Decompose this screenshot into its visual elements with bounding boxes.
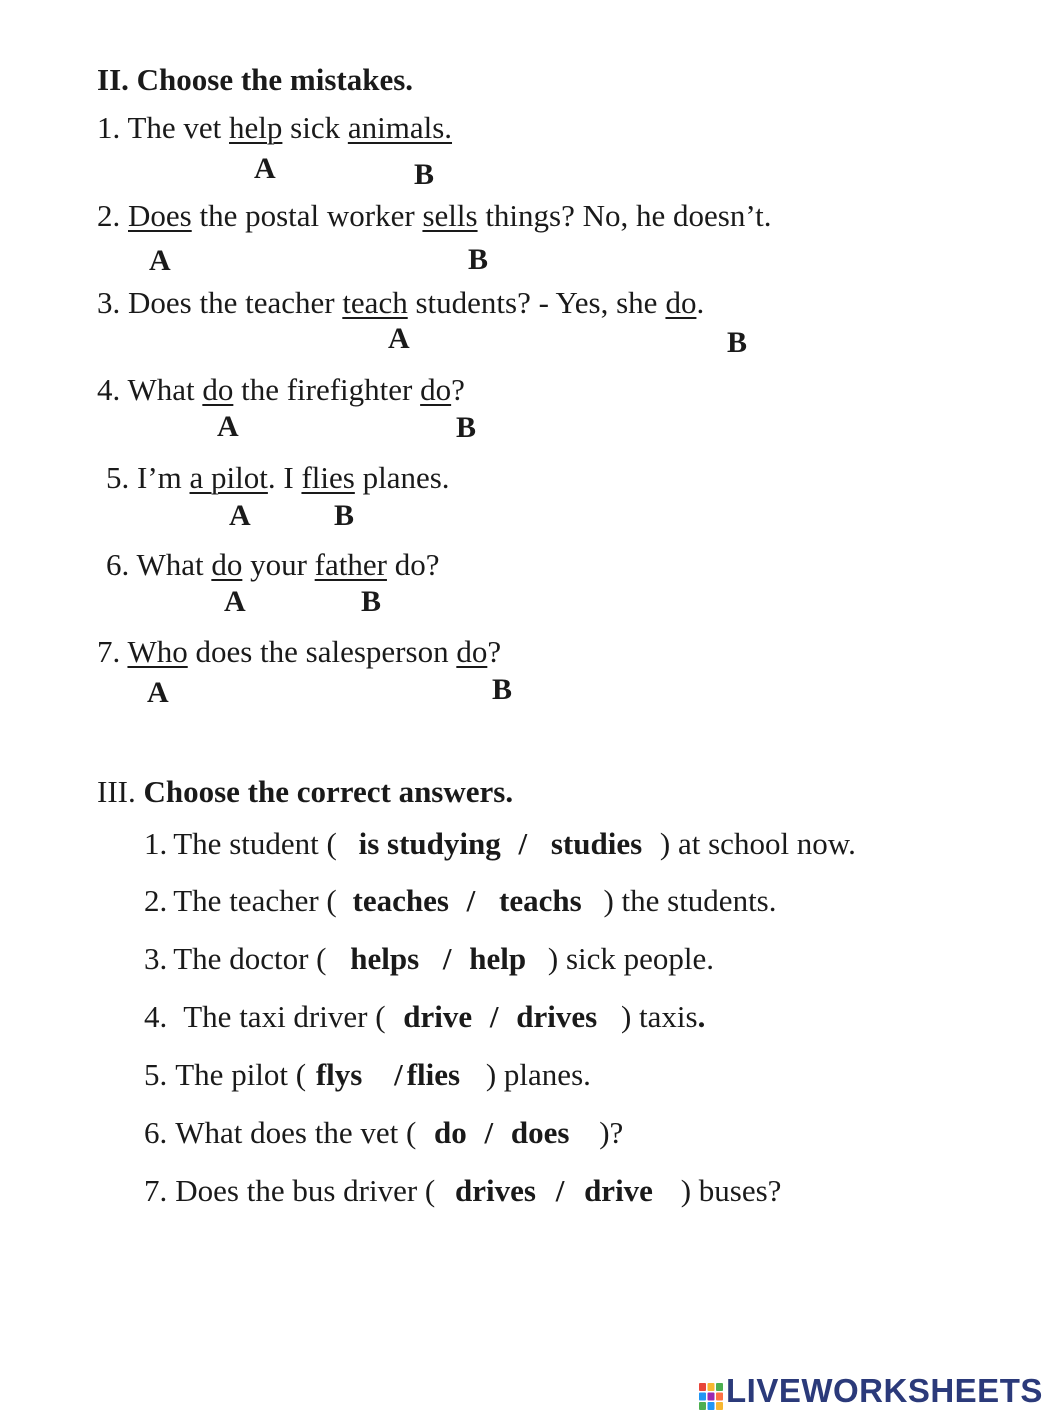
label-a: A: [147, 676, 169, 709]
option-b[interactable]: animals.: [347, 110, 453, 145]
label-a: A: [254, 152, 276, 185]
label-a: A: [388, 322, 410, 355]
option-a[interactable]: Does: [128, 198, 192, 233]
liveworksheets-logo[interactable]: [698, 1372, 1043, 1416]
choice-option[interactable]: drive: [403, 999, 473, 1034]
option-b[interactable]: sells: [422, 198, 478, 233]
label-a: A: [149, 244, 171, 277]
choice-option[interactable]: drive: [584, 1173, 653, 1208]
label-b: B: [727, 326, 748, 359]
question-number: 1.: [97, 110, 121, 145]
logo-icon: [698, 1381, 724, 1416]
section-2-title: II. Choose the mistakes.: [97, 62, 414, 97]
choice-option[interactable]: flies: [406, 1057, 461, 1092]
option-a[interactable]: do: [202, 372, 234, 407]
label-b: B: [414, 158, 435, 191]
label-b: B: [492, 673, 513, 706]
label-b: B: [334, 499, 355, 532]
choice-option[interactable]: studies: [550, 826, 643, 861]
choice-option[interactable]: teaches: [352, 883, 449, 918]
label-b: B: [468, 243, 489, 276]
choice-option[interactable]: does: [510, 1115, 570, 1150]
option-b[interactable]: flies: [301, 460, 355, 495]
question-number: 3.: [97, 285, 121, 320]
option-b[interactable]: do: [420, 372, 452, 407]
mistake-question-6: 6. What do your father do?: [106, 547, 440, 582]
choice-option[interactable]: do: [434, 1115, 467, 1150]
option-b[interactable]: father: [314, 547, 387, 582]
mistake-question-3: 3. Does the teacher teach students? - Yes, she do.: [97, 285, 705, 320]
mistake-question-1: 1. The vet help sick animals.: [97, 110, 453, 145]
option-b[interactable]: do: [665, 285, 697, 320]
mistake-question-7: 7. Who does the salesperson do?: [97, 634, 502, 669]
label-a: A: [224, 585, 246, 618]
mistake-question-5: 5. I’m a pilot. I flies planes.: [106, 460, 450, 495]
question-number: 7.: [97, 634, 121, 669]
answer-item-4: 4. The taxi driver ( drive / drives ) taxis.: [144, 999, 706, 1034]
option-b[interactable]: do: [456, 634, 488, 669]
answer-item-6: 6. What does the vet ( do / does )?: [144, 1115, 624, 1150]
choice-option[interactable]: drives: [455, 1173, 536, 1208]
logo-text: LIVEWORKSHEETS: [726, 1372, 1043, 1409]
mistake-question-2: 2. Does the postal worker sells things? No, he doesn’t.: [97, 198, 772, 233]
option-a[interactable]: teach: [342, 285, 408, 320]
answer-item-1: 1. The student ( is studying / studies ) at school now.: [144, 826, 856, 861]
answer-item-7: 7. Does the bus driver ( drives / drive ) buses?: [144, 1173, 782, 1208]
option-a[interactable]: a pilot: [189, 460, 268, 495]
label-a: A: [217, 410, 239, 443]
option-a[interactable]: Who: [127, 634, 188, 669]
option-a[interactable]: help: [229, 110, 283, 145]
mistake-question-4: 4. What do the firefighter do?: [97, 372, 465, 407]
question-number: 2.: [97, 198, 121, 233]
answer-item-2: 2. The teacher ( teaches / teachs ) the students.: [144, 883, 777, 918]
choice-option[interactable]: drives: [516, 999, 598, 1034]
choice-option[interactable]: is studying: [358, 826, 501, 861]
label-b: B: [361, 585, 382, 618]
question-number: 6.: [106, 547, 130, 582]
question-number: 5.: [106, 460, 130, 495]
choice-option[interactable]: teachs: [499, 883, 582, 918]
label-b: B: [456, 411, 477, 444]
choice-option[interactable]: help: [469, 941, 527, 976]
option-a[interactable]: do: [211, 547, 243, 582]
question-number: 4.: [97, 372, 121, 407]
answer-item-3: 3. The doctor ( helps / help ) sick people.: [144, 941, 715, 976]
section-3-title: III. Choose the correct answers.: [97, 774, 514, 809]
choice-option[interactable]: helps: [350, 941, 420, 976]
answer-item-5: 5. The pilot ( flys / flies ) planes.: [144, 1057, 591, 1092]
label-a: A: [229, 499, 251, 532]
choice-option[interactable]: flys: [315, 1057, 363, 1092]
